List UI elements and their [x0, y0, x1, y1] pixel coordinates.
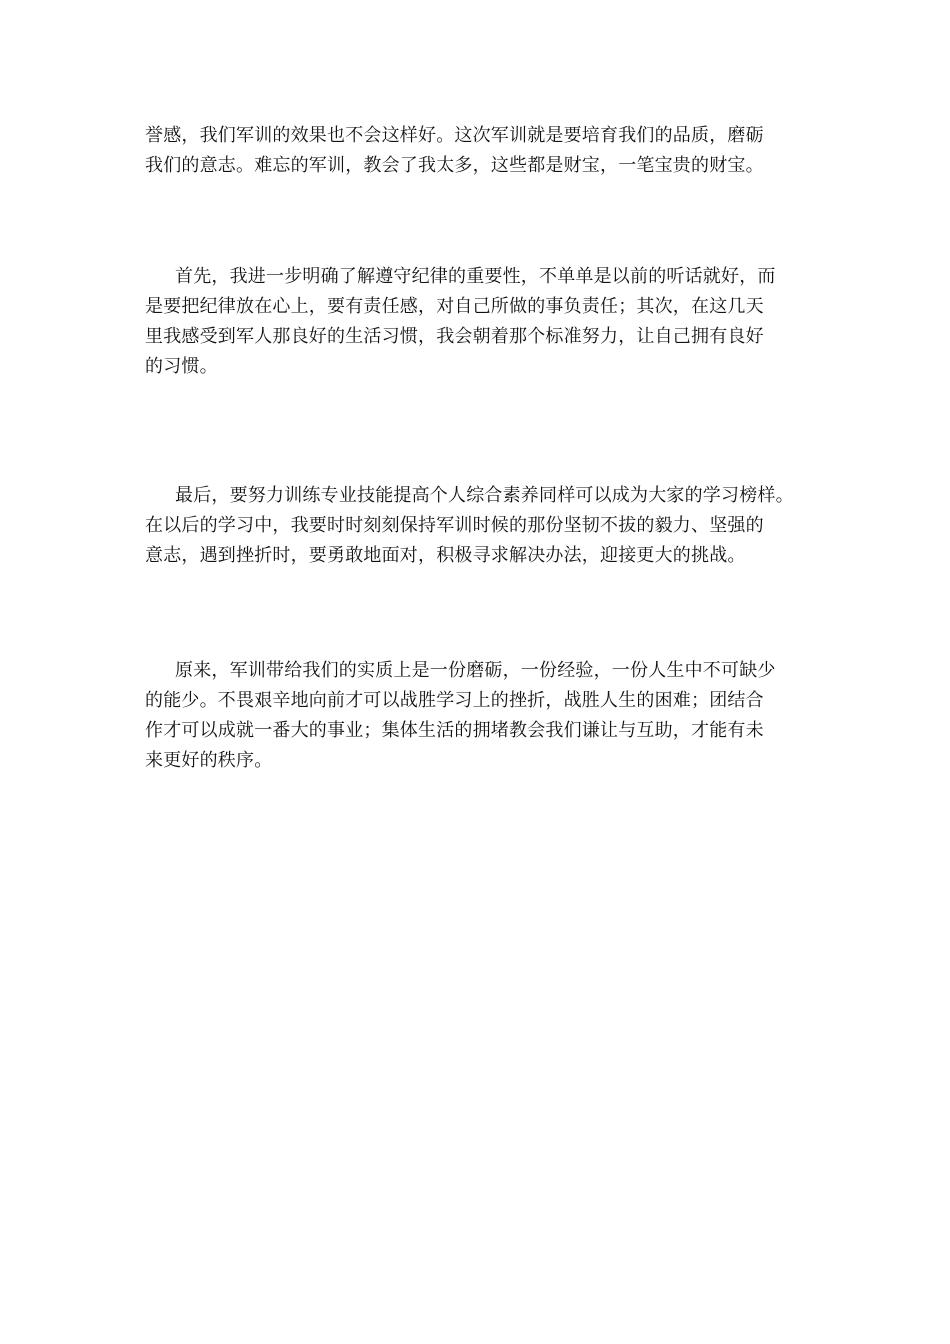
paragraph-4 [145, 656, 825, 776]
paragraph-line: 在以后的学习中，我要时时刻刻保持军训时候的那份坚韧不拔的毅力、坚强的 [145, 515, 764, 536]
paragraph-line: 是要把纪律放在心上，要有责任感，对自己所做的事负责任；其次，在这几天 [145, 296, 764, 317]
paragraph-line: 意志，遇到挫折时，要勇敢地面对，积极寻求解决办法，迎接更大的挑战。 [145, 545, 746, 566]
paragraph-line: 首先，我进一步明确了解遵守纪律的重要性，不单单是以前的听话就好，而 [175, 266, 776, 287]
paragraph-line: 的能少。不畏艰辛地向前才可以战胜学习上的挫折，战胜人生的困难；团结合 [145, 690, 764, 711]
paragraph-3 [145, 481, 825, 571]
paragraph-line: 最后，要努力训练专业技能提高个人综合素养同样可以成为大家的学习榜样。 [175, 485, 794, 506]
paragraph-line: 作才可以成就一番大的事业；集体生活的拥堵教会我们谦让与互助，才能有未 [145, 720, 764, 741]
paragraph-line: 我们的意志。难忘的军训，教会了我太多，这些都是财宝，一笔宝贵的财宝。 [145, 155, 764, 176]
paragraph-2 [145, 262, 825, 382]
paragraph-line: 誉感，我们军训的效果也不会这样好。这次军训就是要培育我们的品质，磨砺 [145, 125, 764, 146]
paragraph-line: 里我感受到军人那良好的生活习惯，我会朝着那个标准努力，让自己拥有良好 [145, 326, 764, 347]
paragraph-line: 原来，军训带给我们的实质上是一份磨砺，一份经验，一份人生中不可缺少 [175, 660, 776, 681]
paragraph-line: 的习惯。 [145, 356, 218, 377]
paragraph-1 [145, 121, 825, 181]
paragraph-line: 来更好的秩序。 [145, 750, 273, 771]
